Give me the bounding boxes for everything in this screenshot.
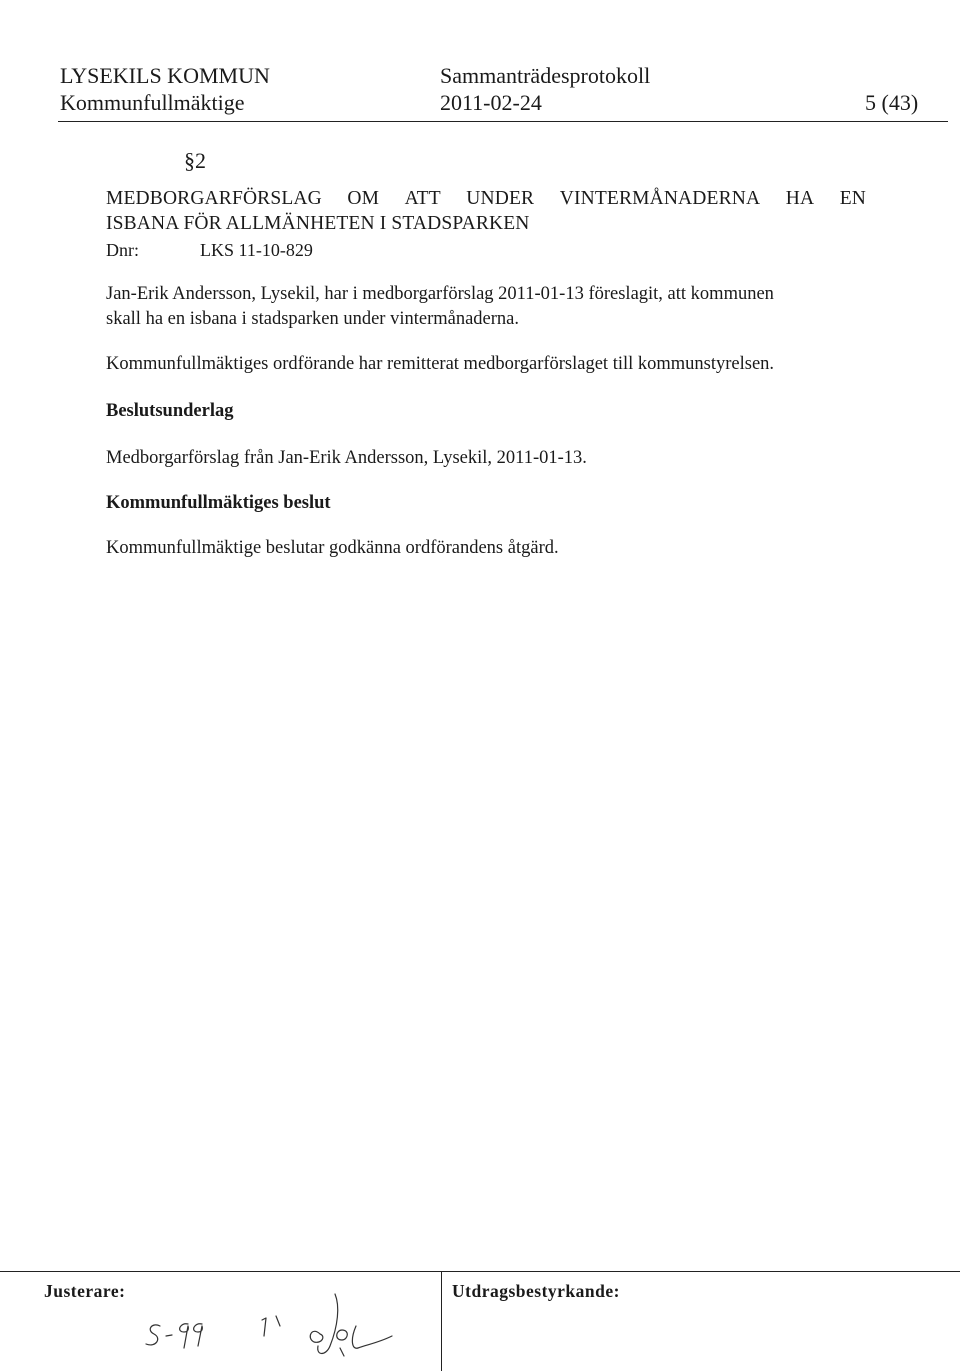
utdrag-label: Utdragsbestyrkande: bbox=[452, 1281, 620, 1301]
dnr-label: Dnr: bbox=[106, 240, 139, 260]
document-type: Sammanträdesprotokoll bbox=[440, 63, 651, 88]
referral-text: Kommunfullmäktiges ordförande har remitterat medborgarförslaget till kommunstyrelsen. bbox=[106, 354, 775, 374]
decision-heading: Kommunfullmäktiges beslut bbox=[106, 493, 331, 513]
dnr-value: LKS 11-10-829 bbox=[200, 240, 313, 260]
title-word: HA bbox=[785, 188, 815, 209]
footer-divider-top bbox=[0, 1271, 960, 1272]
title-word: UNDER bbox=[466, 188, 535, 209]
footer-divider-vertical bbox=[441, 1272, 442, 1371]
header-divider bbox=[58, 121, 948, 122]
assembly-name: Kommunfullmäktige bbox=[60, 90, 245, 115]
section-title-line-1 bbox=[106, 188, 866, 210]
justerare-label: Justerare: bbox=[44, 1281, 126, 1301]
handwritten-signatures bbox=[130, 1286, 420, 1368]
municipality-name: LYSEKILS KOMMUN bbox=[60, 63, 270, 88]
title-word: EN bbox=[839, 188, 866, 209]
meeting-date: 2011-02-24 bbox=[440, 90, 542, 115]
basis-heading: Beslutsunderlag bbox=[106, 401, 234, 421]
title-word: MEDBORGARFÖRSLAG bbox=[106, 188, 322, 209]
title-word: ATT bbox=[404, 188, 441, 209]
intro-text-line-1: Jan-Erik Andersson, Lysekil, har i medborgarförslag 2011-01-13 föreslagit, att kommunen bbox=[106, 284, 774, 304]
paragraph-number: §2 bbox=[184, 148, 206, 173]
intro-text-line-2: skall ha en isbana i stadsparken under vintermånaderna. bbox=[106, 309, 520, 329]
page-number: 5 (43) bbox=[865, 90, 919, 115]
title-word: OM bbox=[347, 188, 380, 209]
section-title-line-2: ISBANA FÖR ALLMÄNHETEN I STADSPARKEN bbox=[106, 213, 530, 234]
decision-text: Kommunfullmäktige beslutar godkänna ordförandens åtgärd. bbox=[106, 538, 559, 558]
title-word: VINTERMÅNADERNA bbox=[559, 188, 761, 209]
basis-text: Medborgarförslag från Jan-Erik Andersson, Lysekil, 2011-01-13. bbox=[106, 448, 587, 468]
